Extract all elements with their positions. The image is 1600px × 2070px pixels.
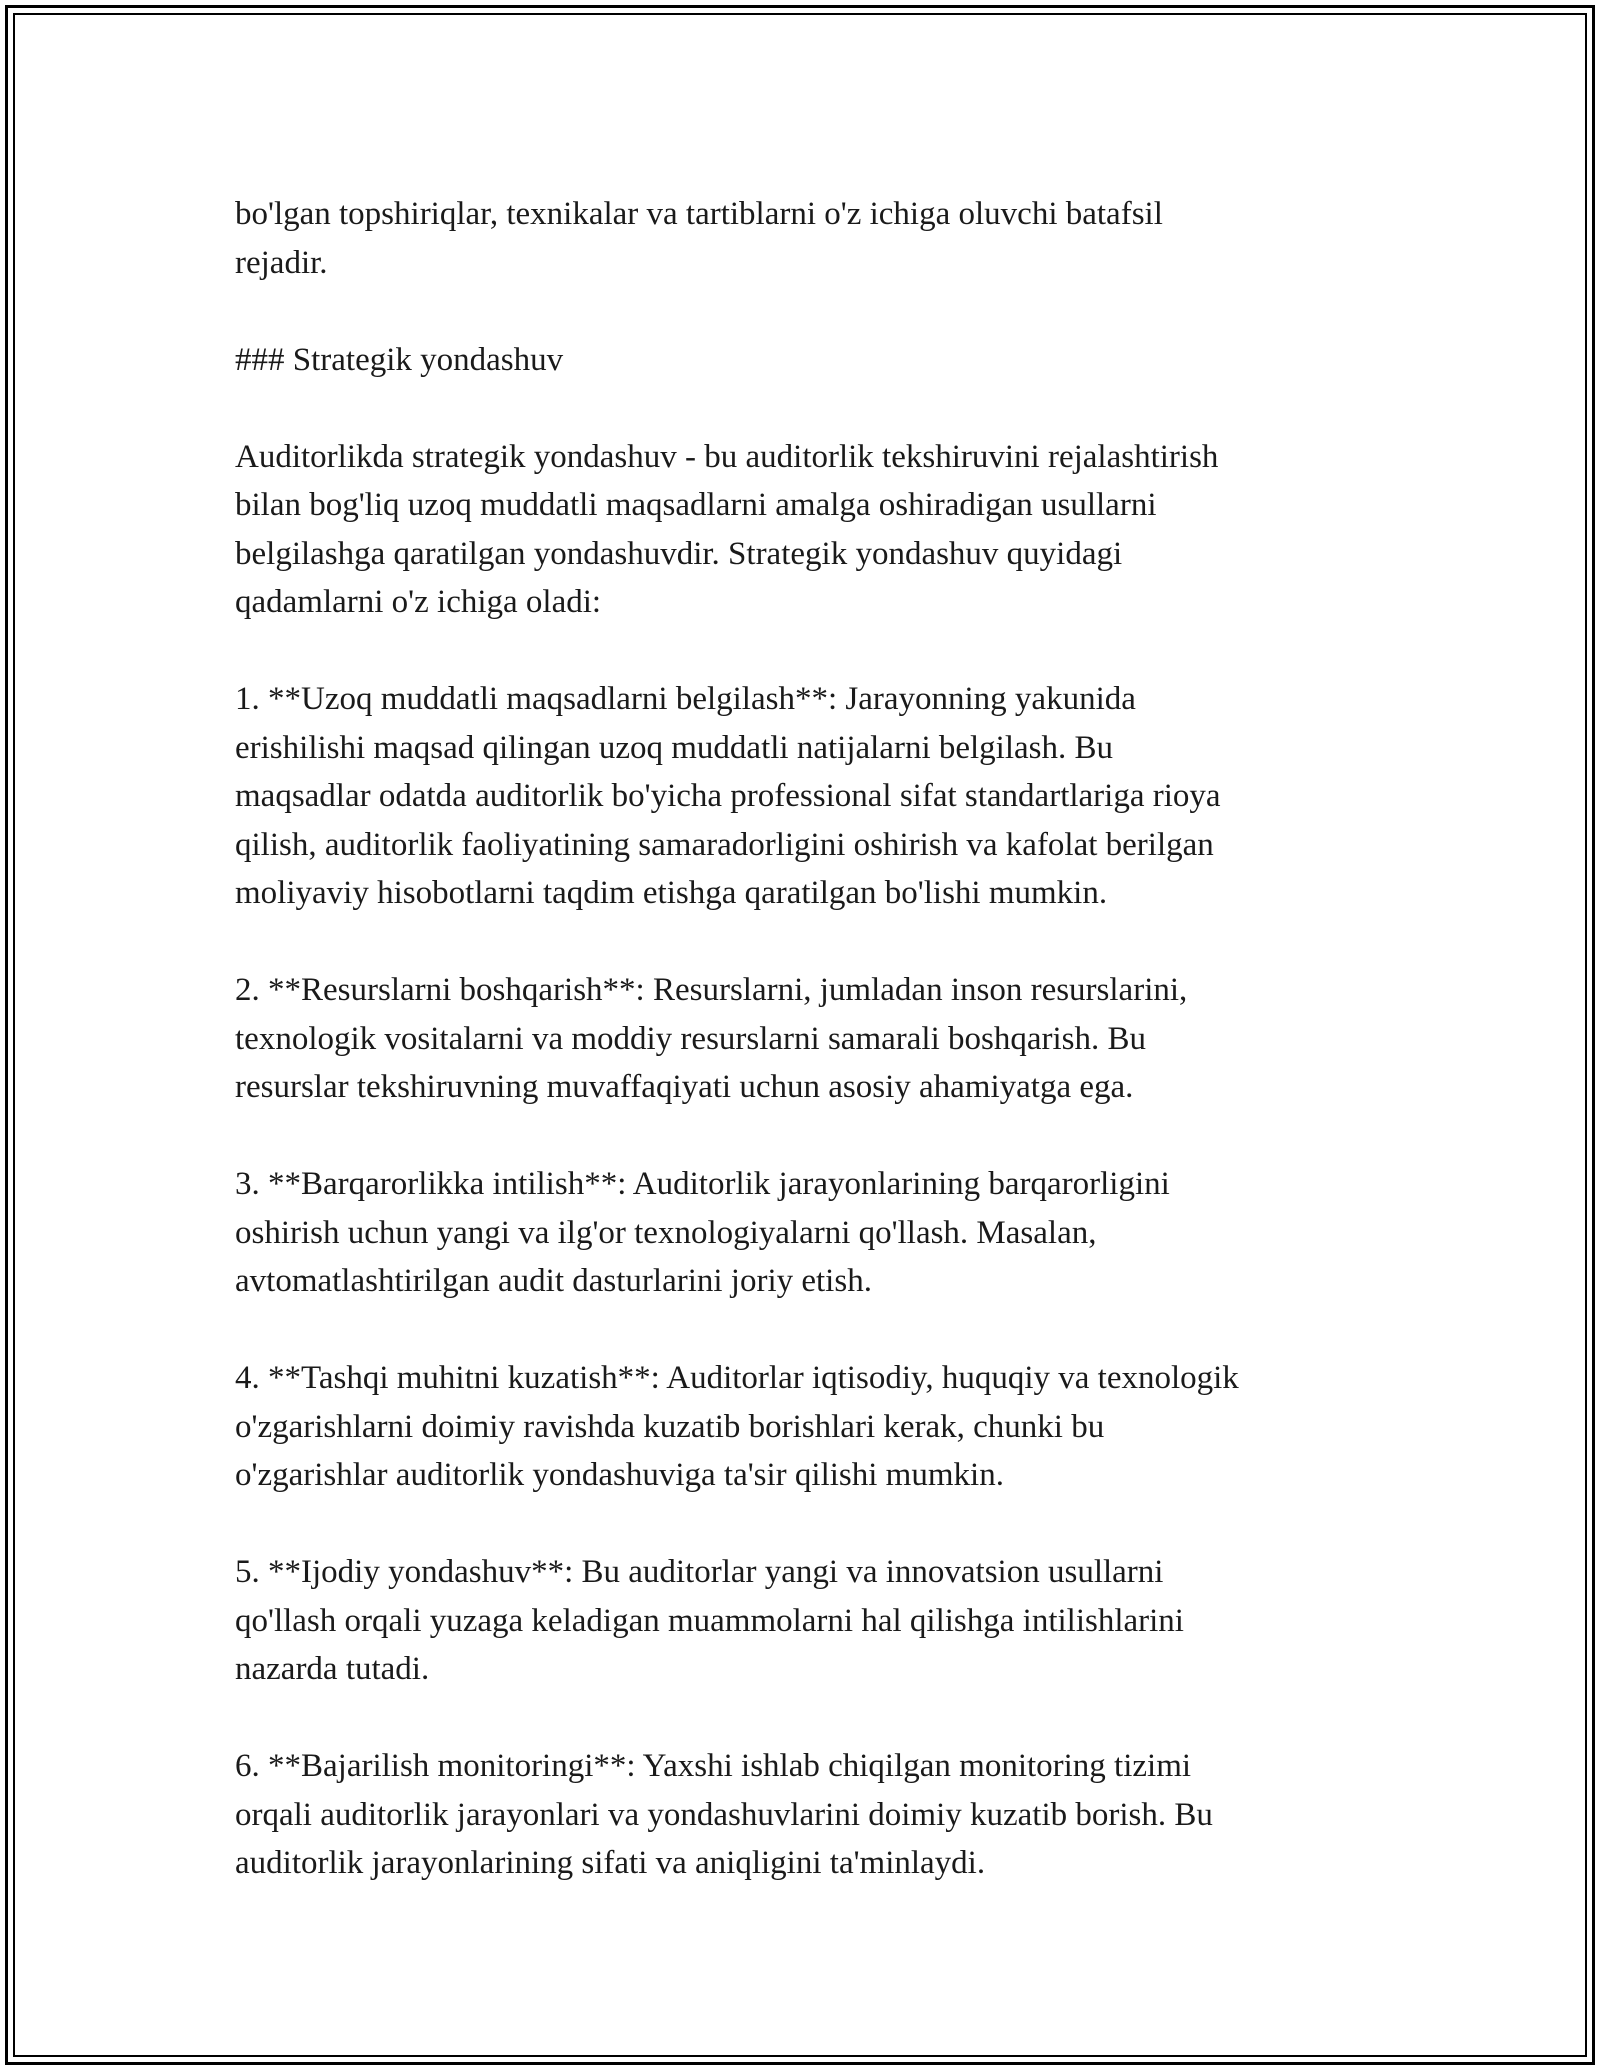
paragraph-continuation: bo'lgan topshiriqlar, texnikalar va tartiblarni o'z ichiga oluvchi batafsil rejadir. — [235, 196, 1163, 281]
list-item-6: 6. **Bajarilish monitoringi**: Yaxshi ishlab chiqilgan monitoring tizimi orqali auditorlik jarayonlari va yondashuvlarini doimiy kuzatib borish. Bu auditorlik jarayonlarining sifati va aniqligini ta'minlaydi. — [235, 1748, 1213, 1881]
paragraph-intro: Auditorlikda strategik yondashuv - bu auditorlik tekshiruvini rejalashtirish bilan bog'liq uzoq muddatli maqsadlarni amalga oshiradigan usullarni belgilashga qaratilgan yondashuvdir. Strategik yondashuv quyidagi qadamlarni o'z ichiga oladi: — [235, 438, 1219, 620]
section-heading: ### Strategik yondashuv — [235, 341, 564, 378]
list-item-1: 1. **Uzoq muddatli maqsadlarni belgilash**: Jarayonning yakunida erishilishi maqsad qilingan uzoq muddatli natijalarni belgilash. Bu maqsadlar odatda auditorlik bo'yicha professional sifat standartlariga rioya qilish, auditorlik faoliyatining samaradorligini oshirish va kafolat berilgan moliyaviy hisobotlarni taqdim etishga qaratilgan bo'lishi mumkin. — [235, 681, 1221, 911]
list-item-5: 5. **Ijodiy yondashuv**: Bu auditorlar yangi va innovatsion usullarni qo'llash orqali yuzaga keladigan muammolarni hal qilishga intilishlarini nazarda tutadi. — [235, 1554, 1184, 1687]
list-item-3: 3. **Barqarorlikka intilish**: Auditorlik jarayonlarining barqarorligini oshirish uchun yangi va ilg'or texnologiyalarni qo'llash. Masalan, avtomatlashtirilgan audit dasturlarini joriy etish. — [235, 1166, 1170, 1299]
list-item-4: 4. **Tashqi muhitni kuzatish**: Auditorlar iqtisodiy, huquqiy va texnologik o'zgarishlarni doimiy ravishda kuzatib borishlari kerak, chunki bu o'zgarishlar auditorlik yondashuviga ta'sir qilishi mumkin. — [235, 1360, 1239, 1493]
document-body — [235, 190, 1385, 1936]
list-item-2: 2. **Resurslarni boshqarish**: Resurslarni, jumladan inson resurslarini, texnologik vositalarni va moddiy resurslarni samarali boshqarish. Bu resurslar tekshiruvning muvaffaqiyati uchun asosiy ahamiyatga ega. — [235, 972, 1188, 1105]
